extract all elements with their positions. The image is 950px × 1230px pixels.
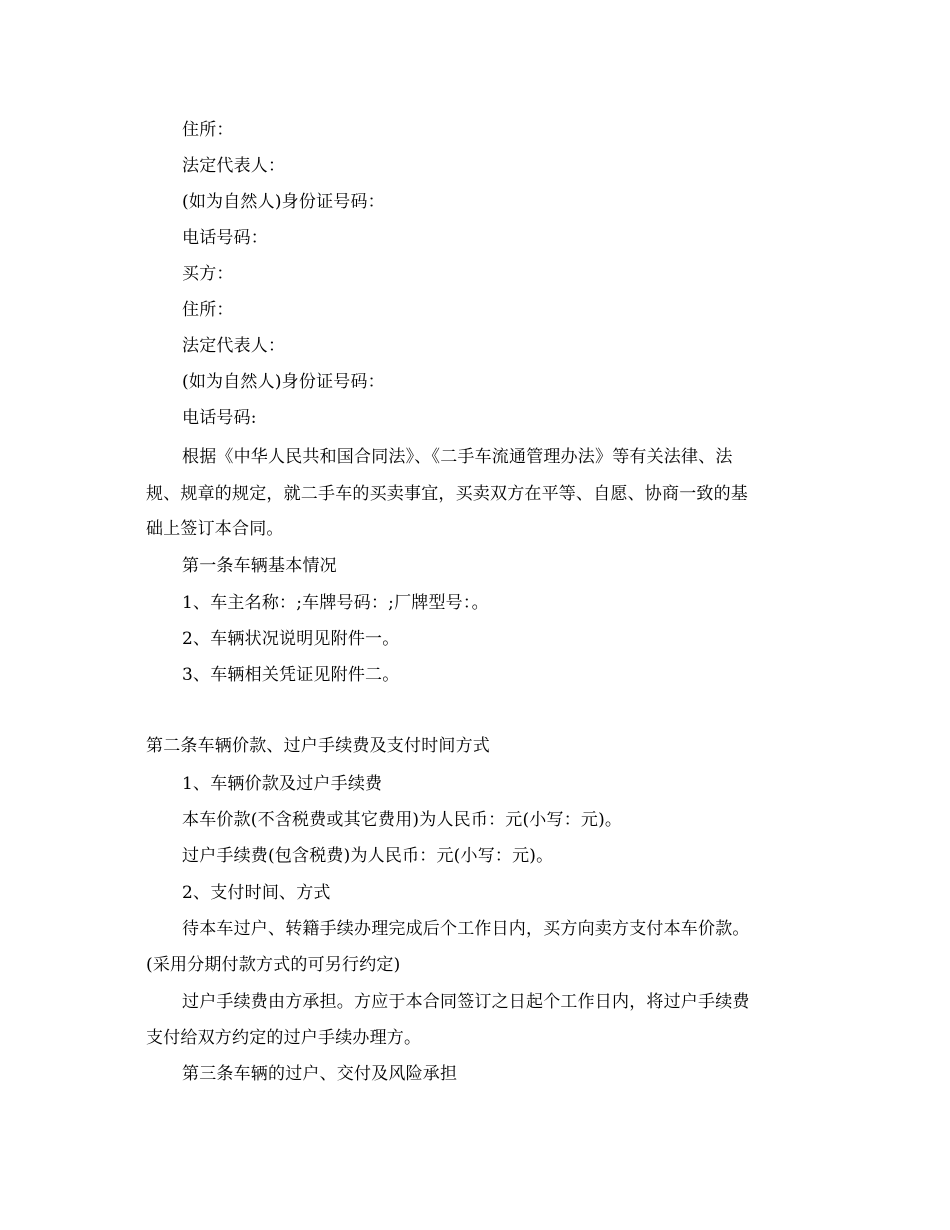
buyer-id-number-label: (如为自然人)身份证号码： [182, 372, 385, 392]
vehicle-price-line: 本车价款(不含税费或其它费用)为人民币：元(小写：元)。 [182, 810, 623, 830]
buyer-legal-rep-label: 法定代表人： [182, 336, 286, 356]
seller-id-number-label: (如为自然人)身份证号码： [182, 192, 385, 212]
transfer-fee-line: 过户手续费(包含税费)为人民币：元(小写：元)。 [182, 846, 554, 866]
payment-terms-line-2: (采用分期付款方式的可另行约定) [146, 955, 401, 975]
article-3-heading: 第三条车辆的过户、交付及风险承担 [182, 1064, 458, 1084]
buyer-phone-label: 电话号码: [182, 408, 257, 428]
article-1-heading: 第一条车辆基本情况 [182, 556, 337, 576]
fee-bearer-line-1: 过户手续费由方承担。方应于本合同签订之日起个工作日内，将过户手续费 [182, 992, 750, 1012]
article-2-item-1: 1、车辆价款及过户手续费 [182, 774, 383, 794]
seller-legal-rep-label: 法定代表人： [182, 156, 286, 176]
seller-phone-label: 电话号码： [182, 228, 268, 248]
payment-terms-line-1: 待本车过户、转籍手续办理完成后个工作日内，买方向卖方支付本车价款。 [182, 919, 750, 939]
article-2-item-2: 2、支付时间、方式 [182, 883, 331, 903]
fee-bearer-line-2: 支付给双方约定的过户手续办理方。 [146, 1028, 422, 1048]
preamble-line-1: 根据《中华人民共和国合同法》、《二手车流通管理办法》等有关法律、法 [182, 447, 733, 467]
article-1-item-3: 3、车辆相关凭证见附件二。 [182, 665, 400, 685]
article-1-item-1: 1、车主名称：;车牌号码：;厂牌型号：。 [182, 593, 489, 613]
article-2-heading: 第二条车辆价款、过户手续费及支付时间方式 [146, 736, 490, 756]
preamble-line-3: 础上签订本合同。 [146, 519, 284, 539]
seller-address-label: 住所： [182, 120, 234, 140]
article-1-item-2: 2、车辆状况说明见附件一。 [182, 629, 400, 649]
buyer-label: 买方： [182, 264, 234, 284]
buyer-address-label: 住所： [182, 300, 234, 320]
preamble-line-2: 规、规章的规定，就二手车的买卖事宜，买卖双方在平等、自愿、协商一致的基 [146, 484, 748, 504]
